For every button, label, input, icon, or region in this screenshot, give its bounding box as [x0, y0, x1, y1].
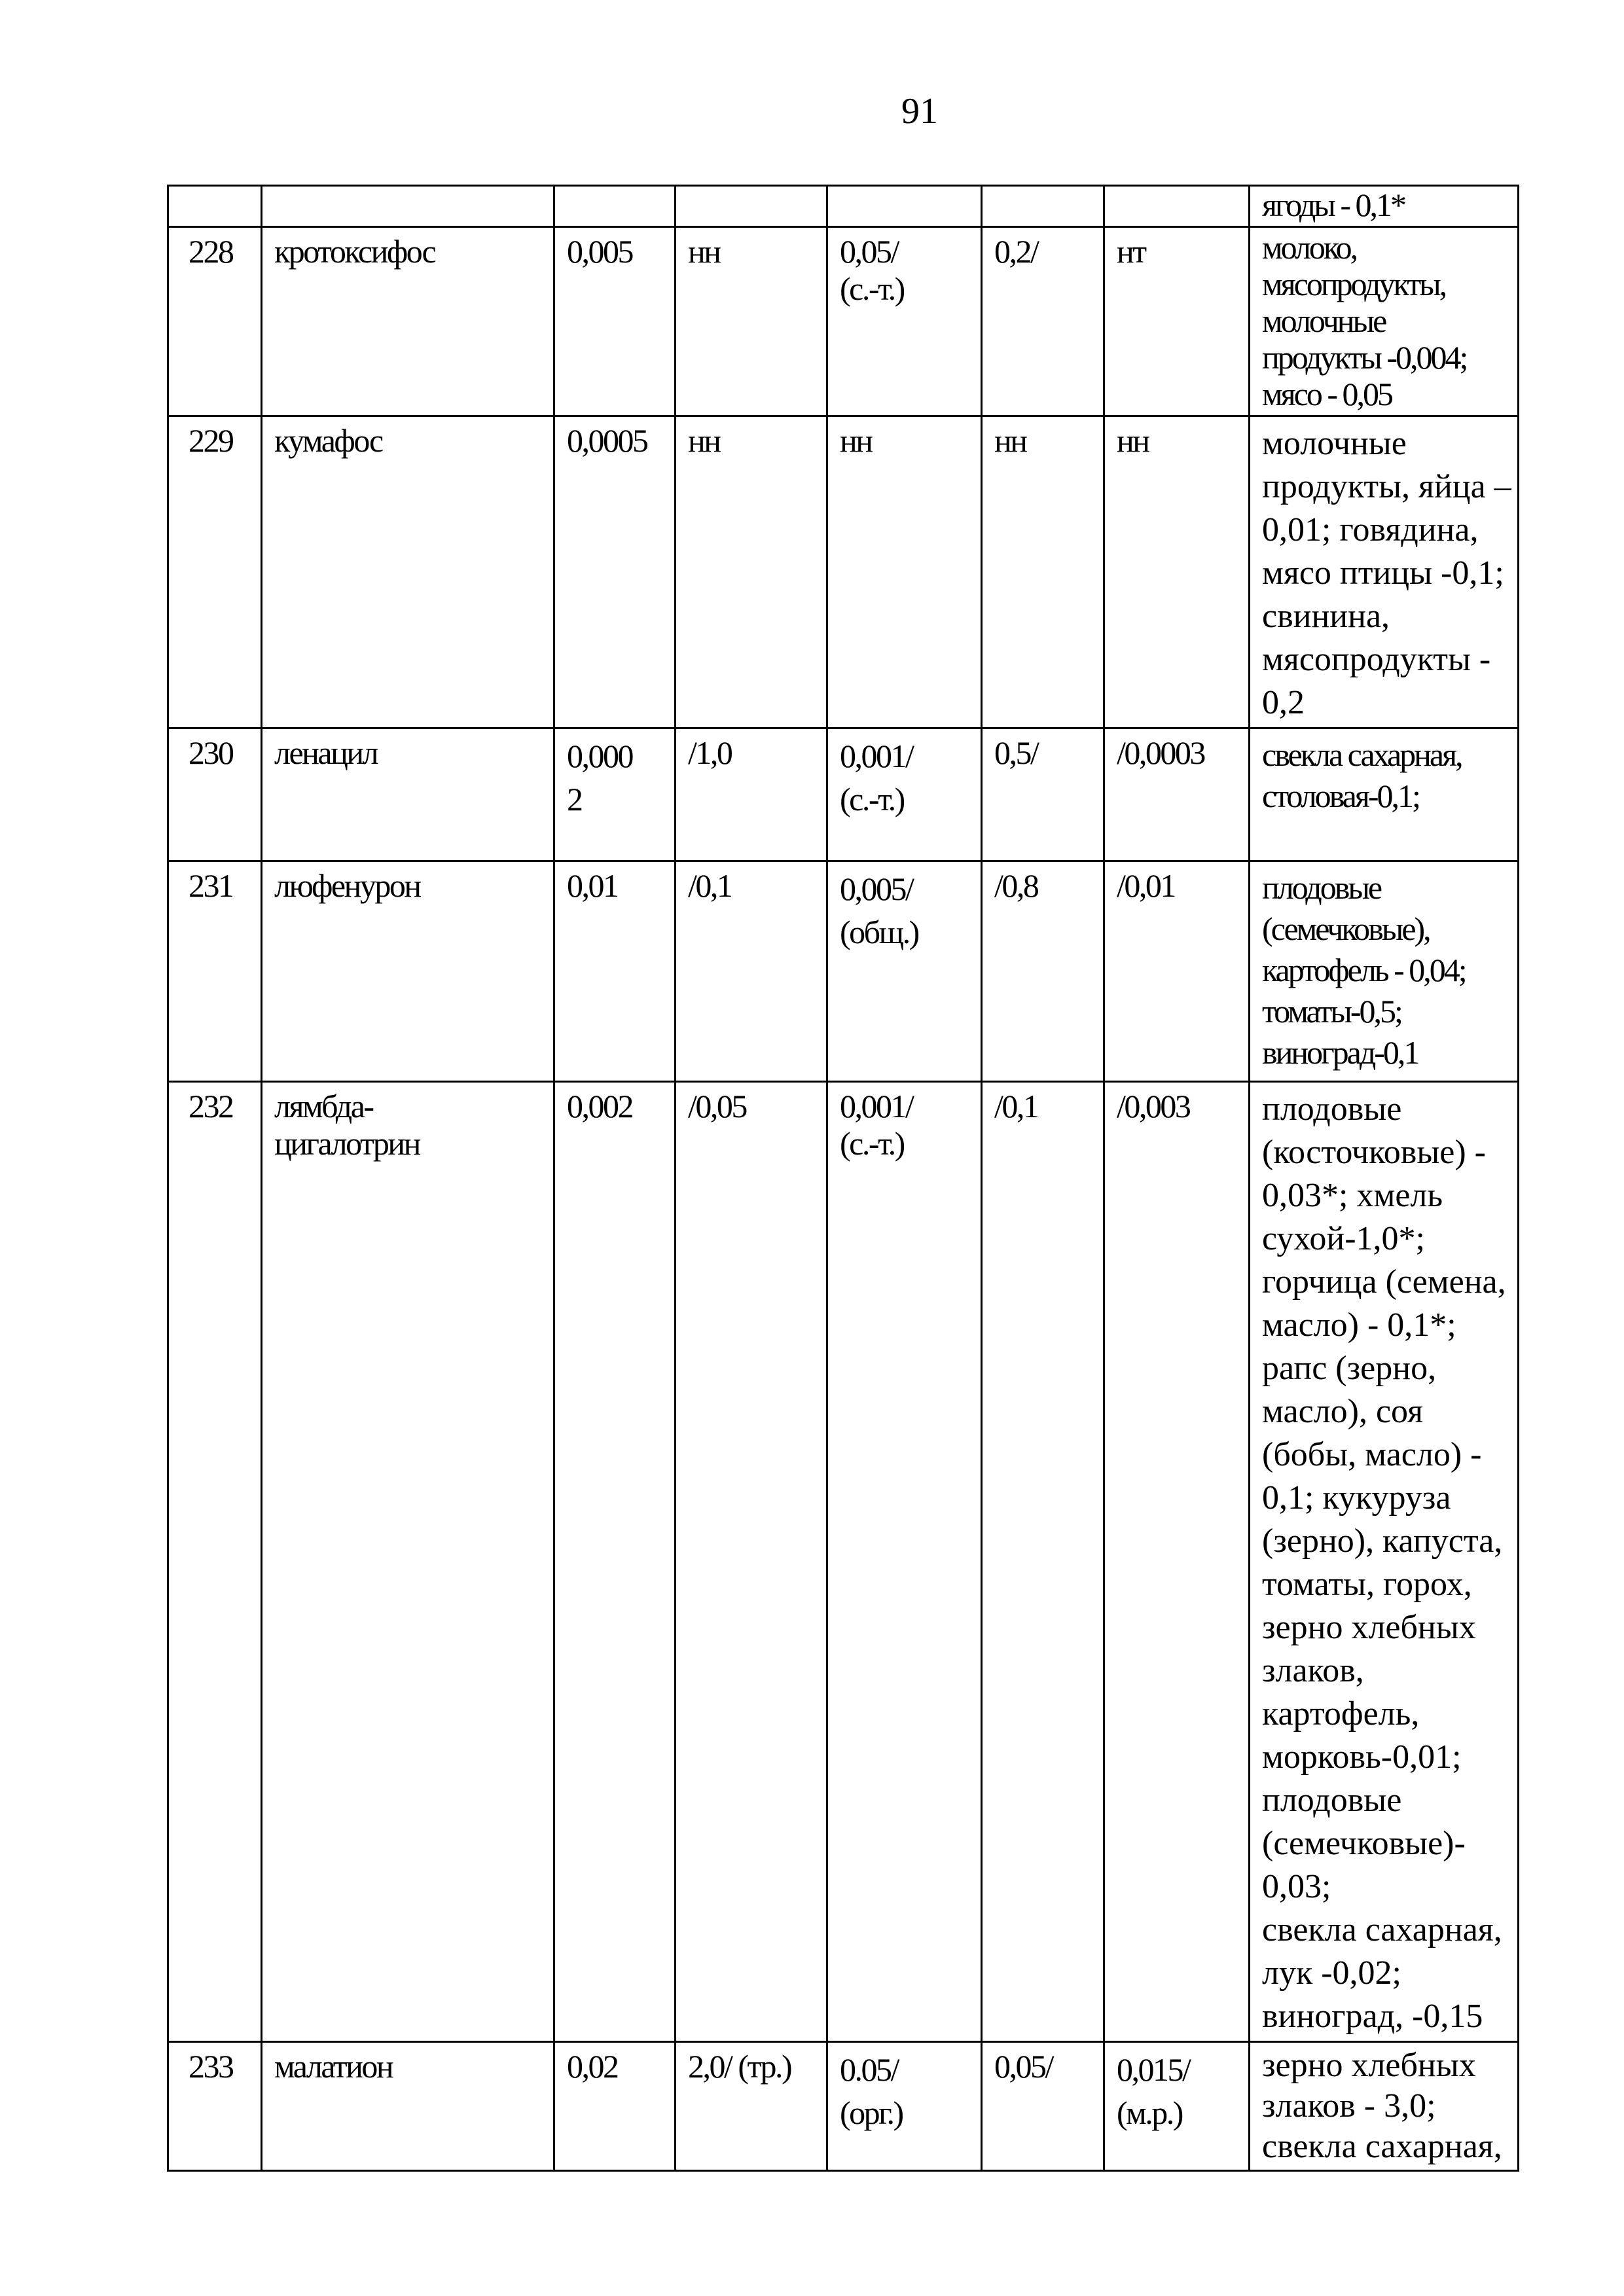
table-row [168, 861, 1519, 1082]
cell-number: 228 [168, 227, 262, 416]
cell-value: /0,1 [982, 1082, 1104, 2042]
cell-value: нн [982, 416, 1104, 728]
table-row [168, 2042, 1519, 2171]
cell-value: 0,05/ (с.-т.) [827, 227, 982, 416]
cell-substance: люфенурон [262, 861, 554, 1082]
table-row [168, 416, 1519, 728]
cell-value: /0,01 [1104, 861, 1250, 1082]
cell-value: нн [827, 416, 982, 728]
cell-value: нн [1104, 416, 1250, 728]
cell-value: 0,2/ [982, 227, 1104, 416]
cell-empty [1104, 186, 1250, 227]
cell-value: 0,002 [554, 1082, 676, 2042]
cell-value: /0,8 [982, 861, 1104, 1082]
cell-number: 231 [168, 861, 262, 1082]
cell-number: 229 [168, 416, 262, 728]
table-row [168, 728, 1519, 861]
cell-notes: свекла сахарная, столовая-0,1; [1250, 728, 1519, 861]
cell-value: 0,001/ (с.-т.) [827, 1082, 982, 2042]
cell-empty [676, 186, 827, 227]
table-row-fragment [168, 186, 1519, 227]
cell-substance: малатион [262, 2042, 554, 2171]
cell-empty [554, 186, 676, 227]
cell-value: нт [1104, 227, 1250, 416]
cell-value: 0,5/ [982, 728, 1104, 861]
cell-value: 2,0/ (тр.) [676, 2042, 827, 2171]
cell-value: 0,005/ (общ.) [827, 861, 982, 1082]
cell-value: 0,01 [554, 861, 676, 1082]
cell-value: 0,0005 [554, 416, 676, 728]
cell-value: 0,000 2 [554, 728, 676, 861]
cell-empty [262, 186, 554, 227]
cell-value: нн [676, 227, 827, 416]
cell-notes: молочные продукты, яйца – 0,01; говядина, мясо птицы -0,1; свинина, мясопродукты - 0,2 [1250, 416, 1519, 728]
cell-substance: ленацил [262, 728, 554, 861]
cell-number: 232 [168, 1082, 262, 2042]
cell-value: 0,001/ (с.-т.) [827, 728, 982, 861]
cell-value: /0,1 [676, 861, 827, 1082]
cell-value: /0,0003 [1104, 728, 1250, 861]
cell-notes: молоко, мясопродукты, молочные продукты -0,004; мясо - 0,05 [1250, 227, 1519, 416]
cell-value: 0,005 [554, 227, 676, 416]
cell-substance: кумафос [262, 416, 554, 728]
cell-notes: плодовые (семечковые), картофель - 0,04; томаты-0,5; виноград-0,1 [1250, 861, 1519, 1082]
cell-empty [982, 186, 1104, 227]
cell-number: 233 [168, 2042, 262, 2171]
cell-value: нн [676, 416, 827, 728]
cell-value: 0,02 [554, 2042, 676, 2171]
cell-value: /0,05 [676, 1082, 827, 2042]
table-row [168, 1082, 1519, 2042]
cell-value: /1,0 [676, 728, 827, 861]
cell-value: 0,05/ [982, 2042, 1104, 2171]
pesticide-table [167, 185, 1519, 2172]
cell-notes: плодовые (косточковые) - 0,03*; хмель сухой-1,0*; горчица (семена, масло) - 0,1*; рапс (зерно, масло), соя (бобы, масло) - 0,1; кукуруза (зерно), капуста, томаты, горох, зерно хлебных злаков, картофель, морковь-0,01; плодовые (семечковые)- 0,03; свекла сахарная, лук -0,02; виноград, -0,15 [1250, 1082, 1519, 2042]
cell-value: 0,015/ (м.р.) [1104, 2042, 1250, 2171]
cell-notes: зерно хлебных злаков - 3,0; свекла сахарная, [1250, 2042, 1519, 2171]
cell-notes: ягоды - 0,1* [1250, 186, 1519, 227]
cell-empty [168, 186, 262, 227]
cell-value: 0.05/ (орг.) [827, 2042, 982, 2171]
cell-substance: кротоксифос [262, 227, 554, 416]
cell-empty [827, 186, 982, 227]
table-row [168, 227, 1519, 416]
cell-number: 230 [168, 728, 262, 861]
cell-substance: лямбда- цигалотрин [262, 1082, 554, 2042]
cell-value: /0,003 [1104, 1082, 1250, 2042]
page-number: 91 [901, 91, 938, 132]
